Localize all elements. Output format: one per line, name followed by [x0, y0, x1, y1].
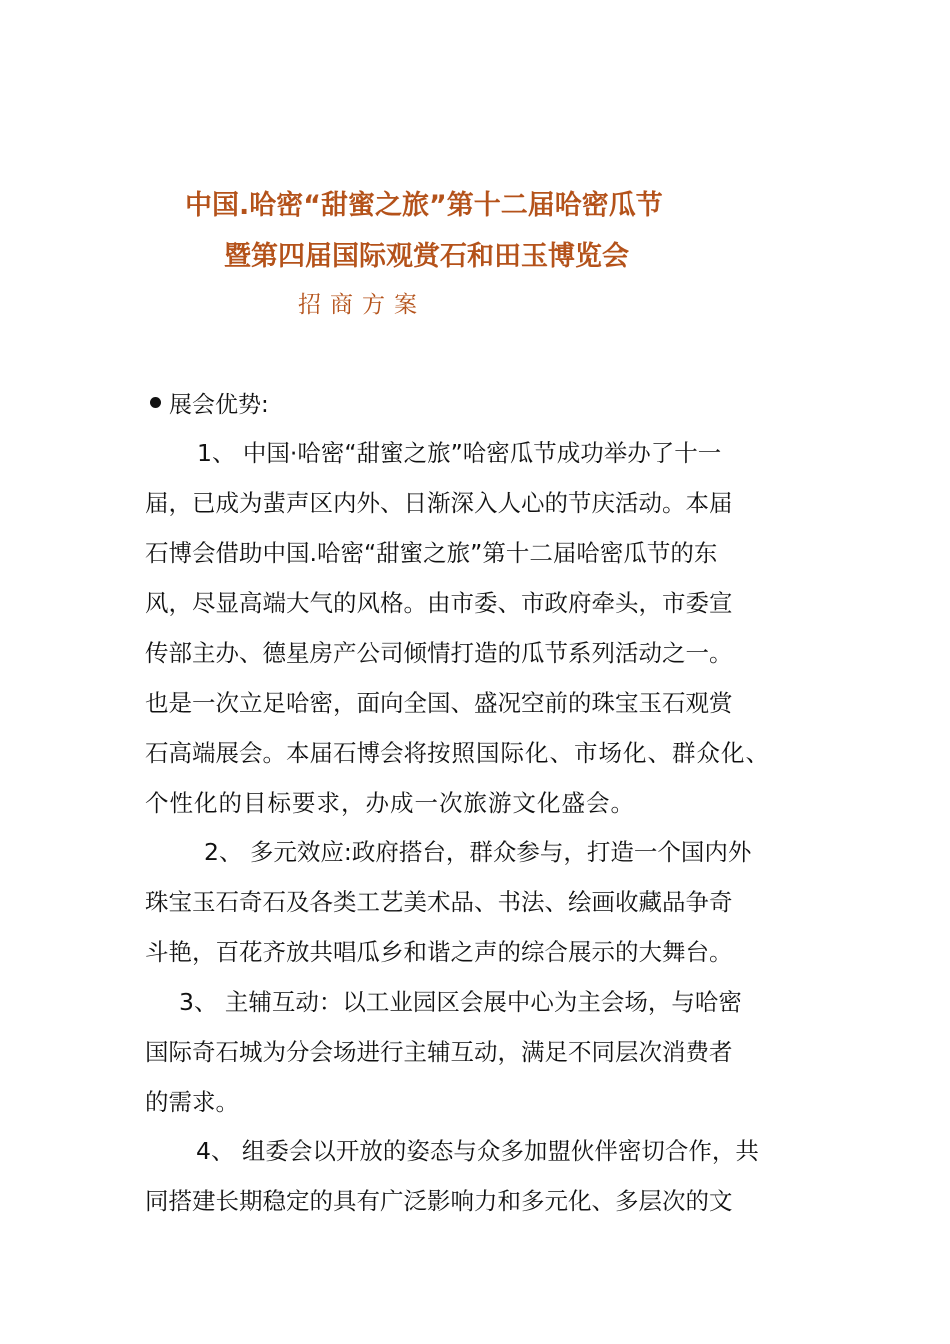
paragraph-4-line-1: 4、 组委会以开放的姿态与众多加盟伙伴密切合作，共: [196, 1137, 759, 1165]
section-heading: [150, 386, 269, 419]
paragraph-3-line-3: 的需求。: [145, 1088, 239, 1116]
paragraph-1-line-4: 风，尽显高端大气的风格。由市委、市政府牵头，市委宣: [145, 589, 733, 617]
paragraph-1-line-2: 届，已成为蜚声区内外、日渐深入人心的节庆活动。本届: [145, 489, 733, 517]
paragraph-2-line-2: 珠宝玉石奇石及各类工艺美术品、书法、绘画收藏品争奇: [145, 888, 733, 916]
document-title-line-1: 中国.哈密“甜蜜之旅”第十二届哈密瓜节: [185, 190, 663, 221]
document-title-line-2: 暨第四届国际观赏石和田玉博览会: [224, 241, 629, 272]
paragraph-4-line-2: 同搭建长期稳定的具有广泛影响力和多元化、多层次的文: [145, 1187, 733, 1215]
paragraph-1-line-1: 1、 中国·哈密“甜蜜之旅”哈密瓜节成功举办了十一: [197, 439, 722, 467]
section-heading-text: 展会优势:: [169, 392, 269, 418]
paragraph-1-line-7: [145, 734, 770, 768]
paragraph-1-line-7-part-a: 石高端展会。本届石博会将: [145, 739, 427, 767]
bullet-icon: [150, 397, 161, 408]
paragraph-2-line-1: 2、 多元效应:政府搭台，群众参与，打造一个国内外: [204, 838, 752, 866]
paragraph-3-line-2: 国际奇石城为分会场进行主辅互动，满足不同层次消费者: [145, 1038, 733, 1066]
paragraph-1-line-7-part-b: 按照国际化、市场化、群众化、: [427, 739, 770, 767]
paragraph-3-line-1: 3、 主辅互动：以工业园区会展中心为主会场，与哈密: [179, 988, 742, 1016]
paragraph-1-line-3: 石博会借助中国.哈密“甜蜜之旅”第十二届哈密瓜节的东: [145, 539, 718, 567]
document-subtitle: 招商方案: [298, 292, 426, 318]
paragraph-1-line-5: 传部主办、德星房产公司倾情打造的瓜节系列活动之一。: [145, 639, 733, 667]
paragraph-1-line-8: 个性化的目标要求，办成一次旅游文化盛会。: [145, 789, 635, 817]
paragraph-1-line-6: 也是一次立足哈密，面向全国、盛况空前的珠宝玉石观赏: [145, 689, 733, 717]
paragraph-2-line-3: 斗艳，百花齐放共唱瓜乡和谐之声的综合展示的大舞台。: [145, 938, 733, 966]
